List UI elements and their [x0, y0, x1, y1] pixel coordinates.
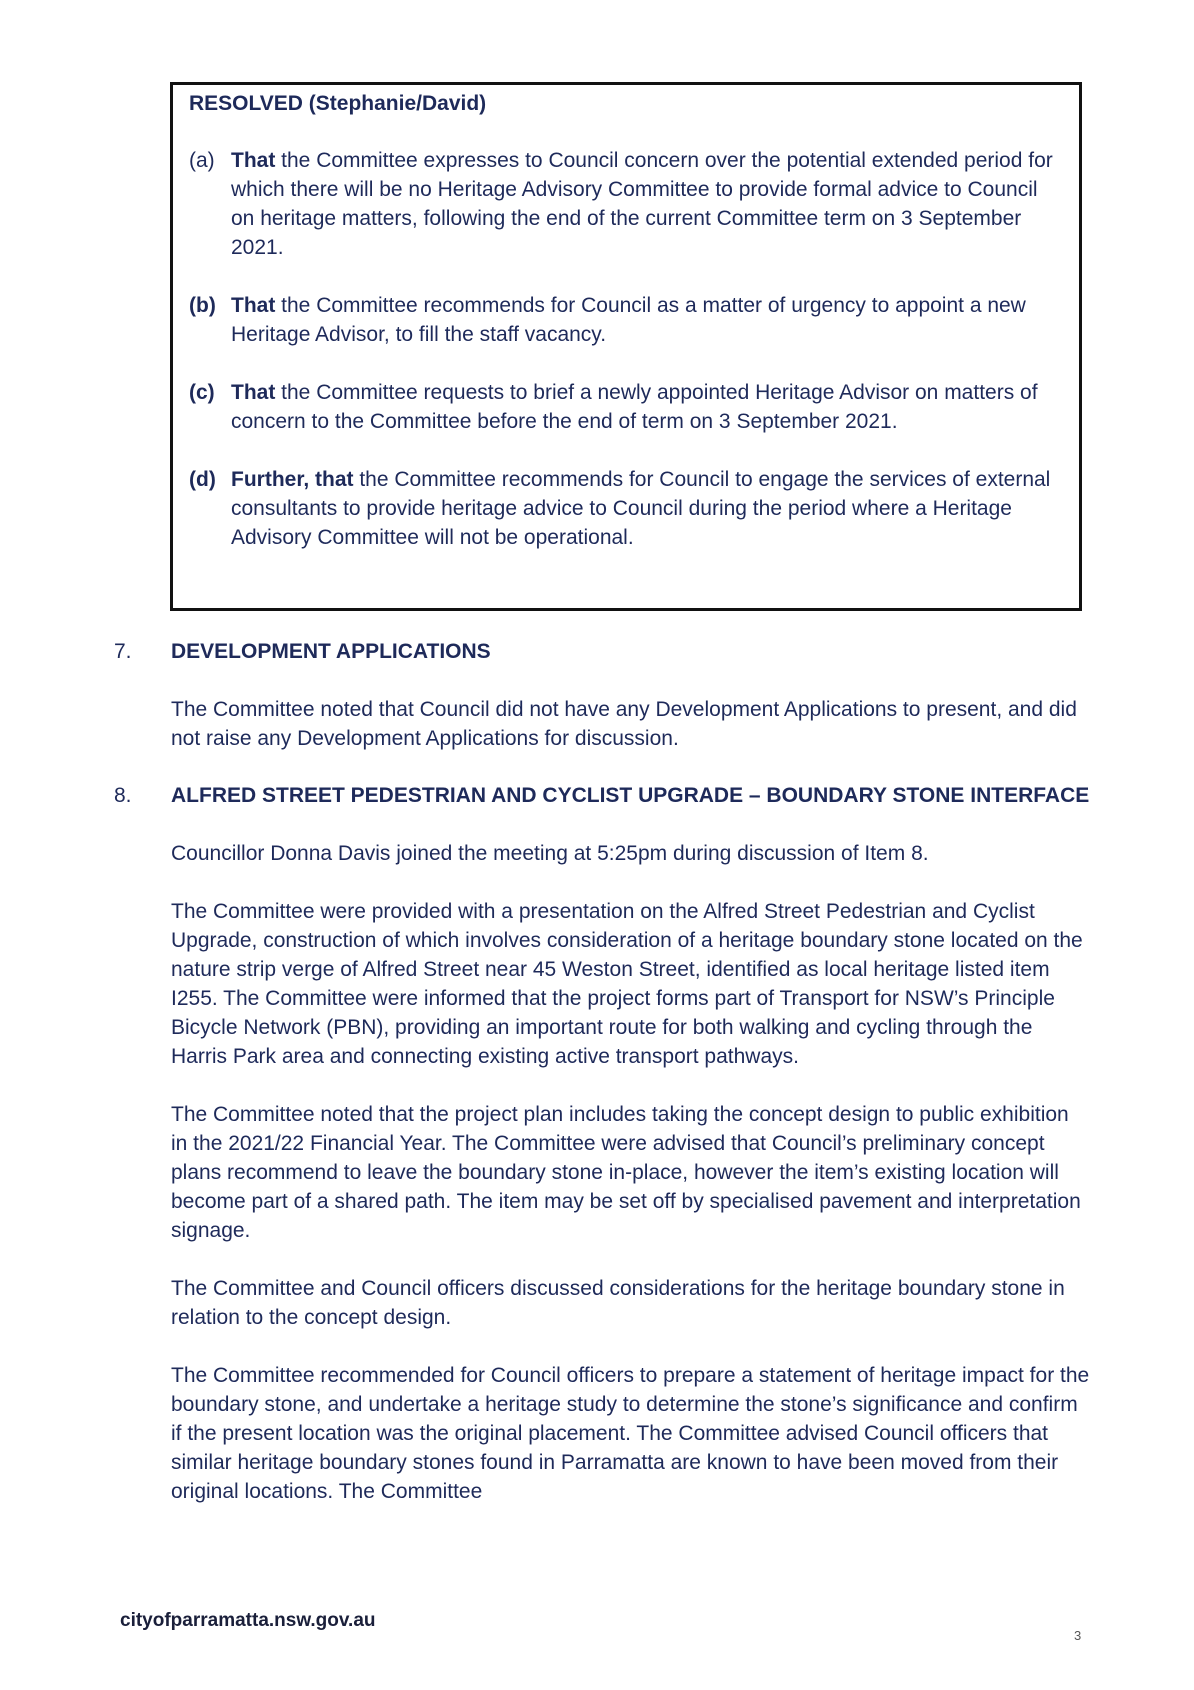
section-title: DEVELOPMENT APPLICATIONS — [171, 640, 491, 663]
page-number: 3 — [1074, 1628, 1082, 1643]
resolution-heading: RESOLVED (Stephanie/David) — [189, 92, 487, 115]
resolution-box — [170, 82, 1082, 611]
resolution-item-d — [189, 465, 1063, 552]
section-alfred-street-upgrade — [110, 781, 1090, 1506]
section-title: ALFRED STREET PEDESTRIAN AND CYCLIST UPGRADE – BOUNDARY STONE INTERFACE — [171, 784, 1090, 807]
resolution-item-b — [189, 291, 1063, 349]
item-text: the Committee requests to brief a newly appointed Heritage Advisor on matters of concern to the Committee before the end of term on 3 September 2021. — [231, 381, 1038, 433]
item-label: (a) — [189, 149, 215, 172]
item-text: the Committee expresses to Council concern over the potential extended period for which there will be no Heritage Advisory Committee to provide formal advice to Council on heritage matters, following the end of the current Committee term on 3 September 2021. — [231, 149, 1053, 259]
section-heading — [110, 637, 1090, 666]
paragraph: Councillor Donna Davis joined the meeting at 5:25pm during discussion of Item 8. — [171, 842, 929, 865]
paragraph: The Committee were provided with a presentation on the Alfred Street Pedestrian and Cyclist Upgrade, construction of which involves consideration of a heritage boundary stone located on the nature strip verge of Alfred Street near 45 Weston Street, identified as local heritage listed item I255. The Committee were informed that the project forms part of Transport for NSW’s Principle Bicycle Network (PBN), providing an important route for both walking and cycling through the Harris Park area and connecting existing active transport pathways. — [171, 900, 1083, 1068]
paragraph: The Committee recommended for Council officers to prepare a statement of heritage impact for the boundary stone, and undertake a heritage study to determine the stone’s significance and confirm if the present location was the original placement. The Committee advised Council officers that similar heritage boundary stones found in Parramatta are known to have been moved from their original locations. The Committee — [171, 1364, 1090, 1503]
paragraph: The Committee noted that Council did not have any Development Applications to present, and did not raise any Development Applications for discussion. — [171, 698, 1077, 750]
item-label: (c) — [189, 381, 215, 404]
item-lead: That — [231, 149, 276, 172]
item-label: (d) — [189, 468, 216, 491]
item-lead: Further, that — [231, 468, 354, 491]
section-number: 8. — [114, 784, 132, 807]
resolution-item-a — [189, 146, 1063, 262]
section-heading — [110, 781, 1090, 810]
item-lead: That — [231, 294, 276, 317]
item-lead: That — [231, 381, 276, 404]
item-text: the Committee recommends for Council as a matter of urgency to appoint a new Heritage Advisor, to fill the staff vacancy. — [231, 294, 1026, 346]
section-number: 7. — [114, 640, 132, 663]
paragraph: The Committee and Council officers discussed considerations for the heritage boundary stone in relation to the concept design. — [171, 1277, 1065, 1329]
resolution-item-c — [189, 378, 1063, 436]
section-development-applications — [110, 637, 1090, 753]
item-label: (b) — [189, 294, 216, 317]
footer-website-link[interactable]: cityofparramatta.nsw.gov.au — [120, 1610, 376, 1631]
paragraph: The Committee noted that the project plan includes taking the concept design to public exhibition in the 2021/22 Financial Year. The Committee were advised that Council’s preliminary concept plans recommend to leave the boundary stone in-place, however the item’s existing location will become part of a shared path. The item may be set off by specialised pavement and interpretation signage. — [171, 1103, 1081, 1242]
item-text: the Committee recommends for Council to engage the services of external consultants to provide heritage advice to Council during the period where a Heritage Advisory Committee will not be operational. — [231, 468, 1051, 549]
